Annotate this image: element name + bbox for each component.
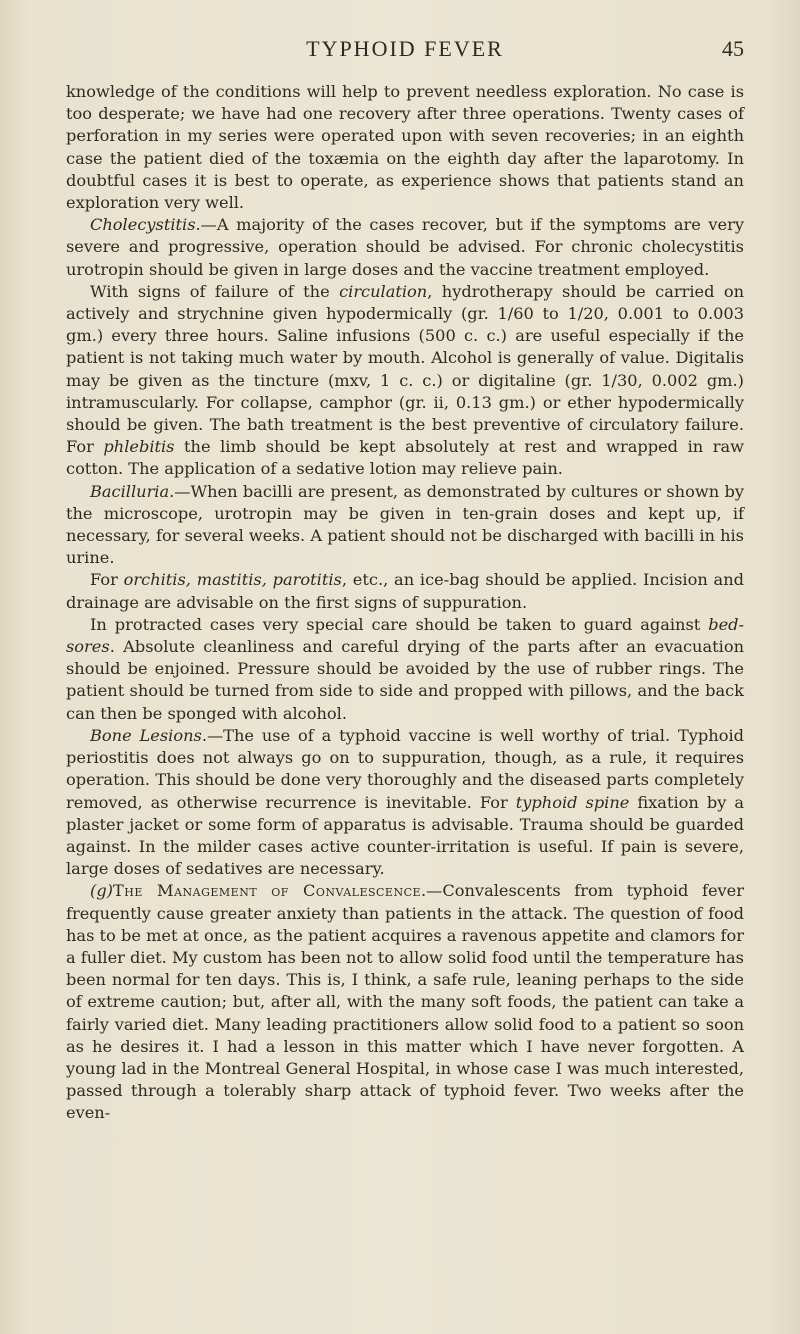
text-run: With signs of failure of the: [90, 281, 340, 301]
paragraph: [66, 481, 744, 570]
text-run: .—A majority of the cases recover, but if the symptoms are very severe and progressive, operation should be advised. For chronic cholecystitis urotropin should be given in large doses and the vaccine treatment employed.: [66, 215, 744, 279]
paragraph: [66, 569, 744, 613]
paragraph: [66, 81, 744, 214]
italic-text: circulation: [339, 281, 428, 301]
italic-text: (g): [90, 881, 113, 901]
text-run: . Absolute cleanliness and careful drying of the parts after an evacuation should be enjoined. Pressure should be avoided by the use of rubber rings. The patient should be turned from side to side and propped with pillows, and the back can then be sponged with alcohol.: [66, 637, 744, 723]
text-run: knowledge of the conditions will help to prevent needless exploration. No case is too desperate; we have had one recovery after three operations. Twenty cases of perforation in my series were operated upon with seven recoveries; in an eighth case the patient died of the toxæmia on the eighth day after the laparotomy. In doubtful cases it is best to operate, as experience shows that patients stand an exploration very well.: [66, 82, 744, 213]
italic-text: Bone Lesions: [90, 725, 202, 745]
italic-text: orchitis, mastitis, parotitis: [123, 570, 342, 590]
paragraph: [66, 725, 744, 880]
italic-text: Cholecystitis: [90, 215, 196, 235]
text-run: fixation by a plaster jacket or some form of apparatus is advisable. Trauma should be guarded against. In the milder cases active counter-irritation is useful. If pain is severe, large doses of sedatives are necessary.: [66, 792, 744, 879]
page-number: 45: [722, 36, 744, 61]
running-title: TYPHOID FEVER: [306, 36, 504, 61]
text-run: .—When bacilli are present, as demonstrated by cultures or shown by the microscope, urotropin may be given in ten-grain doses and kept up, if necessary, for several weeks. A patient should not be discharged with bacilli in his urine.: [66, 481, 744, 568]
italic-text: Bacilluria: [90, 481, 170, 501]
paragraph: [66, 614, 744, 725]
text-run: , hydrotherapy should be carried on actively and strychnine given hypodermically (gr. 1/60 to 1/20, 0.001 to 0.003 gm.) every three hours. Saline infusions (500 c. c.) are useful especially if the patient is not taking much water by mouth. Alcohol is generally of value. Digitalis may be given as the tincture (mxv, 1 c. c.) or digitaline (gr. 1/30, 0.002 gm.) intramuscularly. For collapse, camphor (gr. ii, 0.13 gm.) or ether hypodermically should be given. The bath treatment is the best preventive of circulatory failure. For: [66, 281, 744, 457]
paragraph: [66, 281, 744, 481]
text-run: For: [90, 570, 124, 590]
text-run: , etc., an ice-bag should be applied. Incision and drainage are advisable on the first signs of suppuration.: [66, 570, 744, 612]
running-head: [66, 36, 744, 70]
body-text: [66, 81, 744, 1125]
italic-text: typhoid spine: [515, 792, 630, 812]
text-run: .—Convalescents from typhoid fever frequently cause greater anxiety than patients in the attack. The question of food has to be met at once, as the patient acquires a ravenous appetite and clamors for a fuller diet. My custom has been not to allow solid food until the temperature has been normal for ten days. This is, I think, a safe rule, leaning perhaps to the side of extreme caution; but, after all, with the many soft foods, the patient can take a fairly varied diet. Many leading practitioners allow solid food to a patient so soon as he desires it. I had a lesson in this matter which I have never forgotten. A young lad in the Montreal General Hospital, in whose case I was much interested, passed through a tolerably sharp attack of typhoid fever. Two weeks after the even-: [66, 881, 744, 1123]
italic-text: phlebitis: [103, 437, 175, 457]
italic-text: bed-sores: [66, 614, 744, 657]
paragraph: [66, 214, 744, 281]
small-caps-heading: The Management of Convalescence: [113, 881, 422, 901]
text-run: In protracted cases very special care should be taken to guard against: [90, 614, 709, 634]
text-run: .—The use of a typhoid vaccine is well worthy of trial. Typhoid periostitis does not always go on to suppuration, though, as a rule, it requires operation. This should be done very thoroughly and the diseased parts completely removed, as otherwise recurrence is inevitable. For: [66, 725, 744, 812]
paragraph: [66, 880, 744, 1124]
text-run: the limb should be kept absolutely at rest and wrapped in raw cotton. The application of a sedative lotion may relieve pain.: [66, 437, 744, 479]
